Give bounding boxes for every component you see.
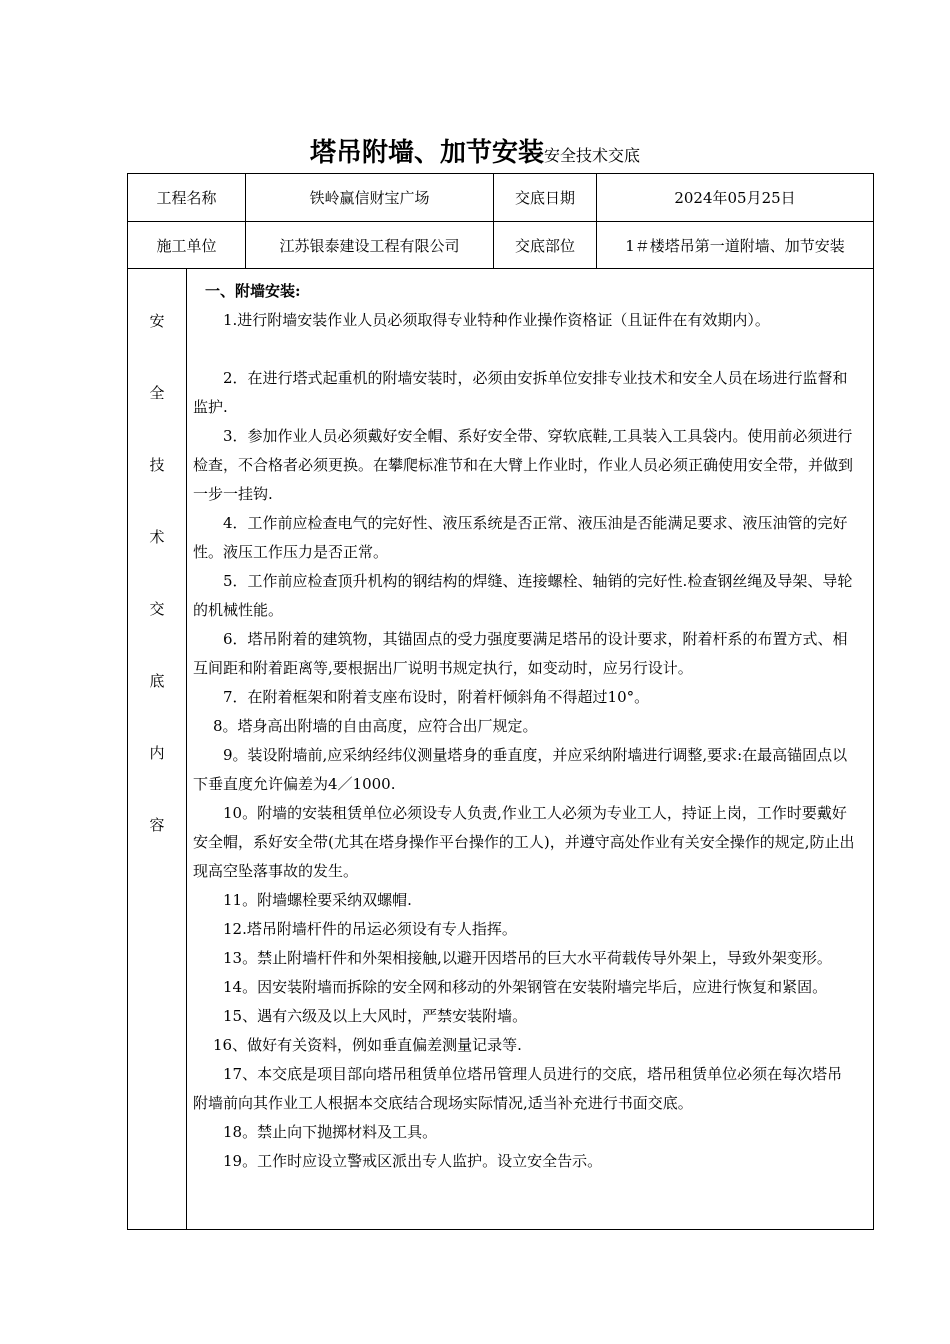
content-item: 7．在附着框架和附着支座布设时，附着杆倾斜角不得超过10°。 bbox=[223, 688, 650, 706]
document-title bbox=[0, 132, 950, 169]
content-row bbox=[128, 269, 874, 1230]
content-item: 3．参加作业人员必须戴好安全帽、系好安全带、穿软底鞋,工具装入工具袋内。使用前必须进行检查，不合格者必须更换。在攀爬标准节和在大臂上作业时，作业人员必须正确使用安全带，并做到一步一挂钩. bbox=[193, 427, 854, 503]
title-sub: 安全技术交底 bbox=[544, 146, 641, 165]
content-side-label bbox=[128, 269, 187, 1230]
content-item: 13。禁止附墙杆件和外架相接触,以避开因塔吊的巨大水平荷载传导外架上，导致外架变形。 bbox=[223, 949, 832, 967]
content-item: 12.塔吊附墙杆件的吊运必须设有专人指挥。 bbox=[223, 920, 517, 938]
content-body bbox=[187, 269, 874, 1230]
content-item: 17、本交底是项目部向塔吊租赁单位塔吊管理人员进行的交底，塔吊租赁单位必须在每次塔吊附墙前向其作业工人根据本交底结合现场实际情况,适当补充进行书面交底。 bbox=[193, 1065, 843, 1112]
side-char: 交 bbox=[149, 600, 165, 618]
content-item: 6．塔吊附着的建筑物，其锚固点的受力强度要满足塔吊的设计要求，附着杆系的布置方式、相互间距和附着距离等,要根据出厂说明书规定执行，如变动时，应另行设计。 bbox=[193, 630, 848, 677]
content-item: 14。因安装附墙而拆除的安全网和移动的外架钢管在安装附墙完毕后，应进行恢复和紧固。 bbox=[223, 978, 828, 996]
project-name-value: 铁岭赢信财宝广场 bbox=[246, 174, 494, 222]
content-item: 9。装设附墙前,应采纳经纬仪测量塔身的垂直度，并应采纳附墙进行调整,要求:在最高锚固点以下垂直度允许偏差为4／1000. bbox=[193, 746, 848, 793]
side-char: 内 bbox=[149, 744, 165, 762]
side-char: 底 bbox=[149, 672, 165, 690]
side-char: 全 bbox=[149, 384, 165, 402]
content-item: 16、做好有关资料，例如垂直偏差测量记录等. bbox=[213, 1036, 522, 1054]
content-item: 10。附墙的安装租赁单位必须设专人负责,作业工人必须为专业工人，持证上岗，工作时要戴好安全帽，系好安全带(尤其在塔身操作平台操作的工人)，并遵守高处作业有关安全操作的规定,防止出现高空坠落事故的发生。 bbox=[193, 804, 855, 880]
location-label: 交底部位 bbox=[494, 222, 597, 269]
content-item: 8。塔身高出附墙的自由高度，应符合出厂规定。 bbox=[213, 717, 538, 735]
disclosure-table bbox=[127, 173, 874, 1230]
project-name-label: 工程名称 bbox=[128, 174, 246, 222]
side-char: 容 bbox=[149, 816, 165, 834]
side-char: 技 bbox=[149, 456, 165, 474]
content-item: 19。工作时应设立警戒区派出专人监护。设立安全告示。 bbox=[223, 1152, 603, 1170]
section-heading: 一、附墙安装: bbox=[205, 282, 301, 300]
info-row-2 bbox=[128, 222, 874, 269]
contractor-value: 江苏银泰建设工程有限公司 bbox=[246, 222, 494, 269]
date-value: 2024年05月25日 bbox=[597, 174, 874, 222]
side-char: 安 bbox=[149, 312, 165, 330]
content-item: 2．在进行塔式起重机的附墙安装时，必须由安拆单位安排专业技术和安全人员在场进行监督和监护. bbox=[193, 369, 848, 416]
content-item: 15、遇有六级及以上大风时，严禁安装附墙。 bbox=[223, 1007, 528, 1025]
date-label: 交底日期 bbox=[494, 174, 597, 222]
blank-line bbox=[193, 335, 855, 364]
content-item: 1.进行附墙安装作业人员必须取得专业特种作业操作资格证（且证件在有效期内）。 bbox=[223, 311, 770, 329]
location-value: 1＃楼塔吊第一道附墙、加节安装 bbox=[597, 222, 874, 269]
side-char: 术 bbox=[149, 528, 165, 546]
content-item: 18。禁止向下抛掷材料及工具。 bbox=[223, 1123, 438, 1141]
content-item: 5．工作前应检查顶升机构的钢结构的焊缝、连接螺栓、轴销的完好性.检查钢丝绳及导架、导轮的机械性能。 bbox=[193, 572, 853, 619]
info-row-1 bbox=[128, 174, 874, 222]
content-item: 4．工作前应检查电气的完好性、液压系统是否正常、液压油是否能满足要求、液压油管的完好性。液压工作压力是否正常。 bbox=[193, 514, 848, 561]
content-item: 11。附墙螺栓要采纳双螺帽. bbox=[223, 891, 412, 909]
contractor-label: 施工单位 bbox=[128, 222, 246, 269]
title-main: 塔吊附墙、加节安装 bbox=[309, 138, 544, 168]
